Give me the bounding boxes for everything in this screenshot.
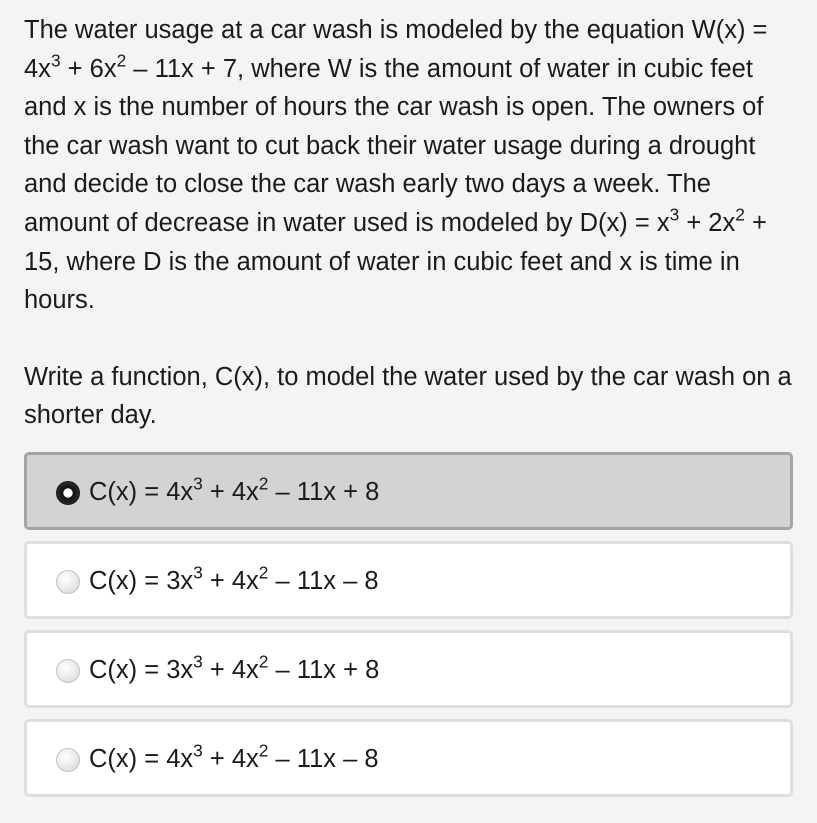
exponent: 2 [116,49,127,70]
option-text-part: + 4x [202,478,259,506]
exponent: 3 [193,473,203,494]
answer-option-4[interactable] [24,719,793,797]
question-text-part: – 11x + 7, where W is the amount of water in cubic feet and x is the number of hours the car wash is open. The owners of the car wash want to cut back their water usage during a drought and decide to close the car wash early two days a week. The amount of decrease in water used is modeled by D(x) = x [24,54,764,237]
answer-option-1[interactable] [24,452,793,530]
question-text-part: + 6x [60,54,117,83]
answer-option-label [89,544,379,616]
radio-selected-icon[interactable] [56,481,80,505]
answer-option-label [89,455,379,527]
option-text-part: + 4x [202,656,259,684]
question-text-part: + 15, where D is the amount of water in cubic feet and x is time in hours. [24,208,767,315]
option-text-part: C(x) = 3x [89,656,194,684]
answer-option-label [89,633,379,705]
exponent: 2 [258,562,269,583]
exponent: 2 [258,740,269,761]
prompt-text: Write a function, C(x), to model the water used by the car wash on a shorter day. [24,362,792,430]
exponent: 3 [193,651,203,672]
exponent: 3 [50,49,61,70]
option-text-part: C(x) = 3x [89,567,194,595]
radio-unselected-icon[interactable] [56,570,80,594]
exponent: 2 [735,204,745,225]
radio-unselected-icon[interactable] [56,748,80,772]
question-text-part: The water usage at a car wash is modeled by the equation W(x) = 4x [24,16,768,83]
answer-option-2[interactable] [24,541,793,619]
question-text-part: + 2x [679,208,736,237]
answer-option-3[interactable] [24,630,793,708]
exponent: 3 [193,740,203,761]
radio-unselected-icon[interactable] [56,659,80,683]
option-text-part: – 11x – 8 [268,745,379,773]
question-text [24,11,793,320]
option-text-part: + 4x [202,567,259,595]
exponent: 3 [193,562,203,583]
option-text-part: – 11x + 8 [268,478,380,506]
option-text-part: C(x) = 4x [89,478,194,506]
option-text-part: + 4x [202,745,259,773]
answer-option-label [89,722,379,794]
option-text-part: – 11x + 8 [268,656,380,684]
answer-options [24,452,793,808]
option-text-part: – 11x – 8 [268,567,379,595]
option-text-part: C(x) = 4x [89,745,194,773]
exponent: 3 [669,204,680,225]
exponent: 2 [258,651,269,672]
exponent: 2 [258,473,269,494]
